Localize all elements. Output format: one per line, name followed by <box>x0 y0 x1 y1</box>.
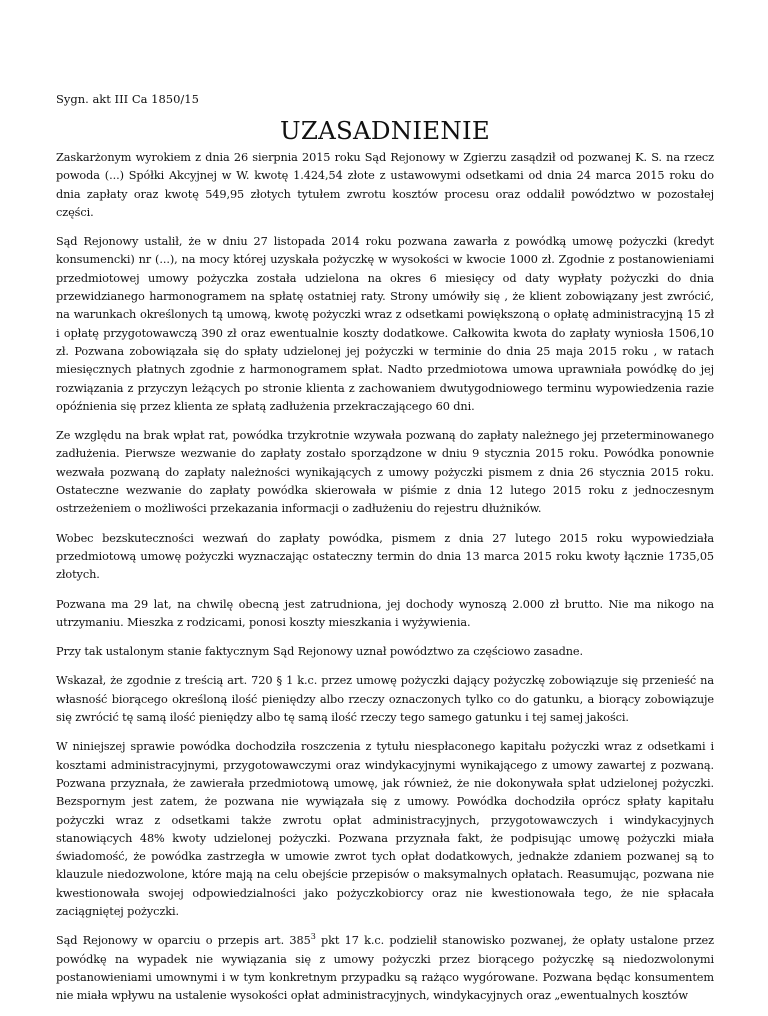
paragraph-termination: Wobec bezskuteczności wezwań do zapłaty powódka, pismem z dnia 27 lutego 2015 roku wypowiedziała przedmiotową umowę pożyczki wyznaczając ostateczny termin do dnia 13 marca 2015 roku kwoty łącznie 1735,05 złotych. <box>56 531 714 582</box>
paragraph-judgment: Zaskarżonym wyrokiem z dnia 26 sierpnia 2015 roku Sąd Rejonowy w Zgierzu zasądził od pozwanej K. S. na rzecz powoda (...) Spółki Akcyjnej w W. kwotę 1.424,54 złote z ustawowymi odsetkami od dnia 24 marca 2015 roku do dnia zapłaty oraz kwotę 549,95 złotych tytułem zwrotu kosztów procesu oraz oddalił powództwo w pozostałej części. <box>56 151 714 219</box>
paragraph-legal-basis: Wskazał, że zgodnie z treścią art. 720 § 1 k.c. przez umowę pożyczki dający pożyczkę zobowiązuje się przenieść na własność biorącego określoną ilość pieniędzy albo rzeczy oznaczonych tylko co do gatunku, a biorący zobowiązuje się zwrócić tę samą ilość pieniędzy albo tę samą ilość rzeczy tego samego gatunku i tej samej jakości. <box>56 674 714 725</box>
case-reference: Sygn. akt III Ca 1850/15 <box>56 92 199 106</box>
paragraph-abusive-clauses-start: Sąd Rejonowy w oparciu o przepis art. 385 <box>56 934 311 948</box>
paragraph-claim-analysis: W niniejszej sprawie powódka dochodziła roszczenia z tytułu niespłaconego kapitału pożyczki wraz z odsetkami i kosztami administracyjnymi, przygotowawczymi oraz windykacyjnymi wynikającego z umowy zawartej z pozwaną. Pozwana przyznała, że zawierała przedmiotową umowę, jak również, że nie dokonywała spłat udzielonej pożyczki. Bezspornym jest zatem, że pozwana nie wywiązała się z umowy. Powódka dochodziła oprócz spłaty kapitału pożyczki wraz z odsetkami także zwrotu opłat administracyjnych, przygotowawczych i windykacyjnych stanowiących 48% kwoty udzielonej pożyczki. Pozwana przyznała fakt, że podpisując umowę pożyczki miała świadomość, że powódka zastrzegła w umowie zwrot tych opłat dodatkowych, jednakże zdaniem pozwanej są to klauzule niedozwolone, które mają na celu obejście przepisów o maksymalnych opłatach. Reasumując, pozwana nie kwestionowała swojej odpowiedzialności jako pożyczkobiorcy oraz nie kwestionowała tego, że nie spłacała zaciągniętej pożyczki. <box>56 740 714 918</box>
document-body <box>56 149 714 1016</box>
paragraph-facts-loan-agreement: Sąd Rejonowy ustalił, że w dniu 27 listopada 2014 roku pozwana zawarła z powódką umowę pożyczki (kredyt konsumencki) nr (...), na mocy której uzyskała pożyczkę w wysokości w kwocie 1000 zł. Zgodnie z postanowieniami przedmiotowej umowy pożyczka została udzielona na okres 6 miesięcy od daty wypłaty pożyczki do dnia przewidzianego harmonogramem na spłatę ostatniej raty. Strony umówiły się , że klient zobowiązany jest zwrócić, na warunkach określonych tą umową, kwotę pożyczki wraz z odsetkami powiększoną o opłatę administracyjną 15 zł i opłatę przygotowawczą 390 zł oraz ewentualnie koszty dodatkowe. Całkowita kwota do zapłaty wyniosła 1506,10 zł. Pozwana zobowiązała się do spłaty udzielonej jej pożyczki w terminie do dnia 25 maja 2015 roku , w ratach miesięcznych płatnych zgodnie z harmonogramem spłat. Nadto przedmiotowa umowa uprawniała powódkę do jej rozwiązania z przyczyn leżących po stronie klienta z zachowaniem dwutygodniowego terminu wypowiedzenia razie opóźnienia się przez klienta ze spłatą zadłużenia przekraczającego 60 dni. <box>56 235 714 413</box>
paragraph-court-assessment: Przy tak ustalonym stanie faktycznym Sąd Rejonowy uznał powództwo za częściowo zasadne. <box>56 645 583 659</box>
paragraph-payment-demands: Ze względu na brak wpłat rat, powódka trzykrotnie wzywała pozwaną do zapłaty należnego jej przeterminowanego zadłużenia. Pierwsze wezwanie do zapłaty zostało sporządzone w dniu 9 stycznia 2015 roku. Powódka ponownie wezwała pozwaną do zapłaty należności wynikających z umowy pożyczki pismem z dnia 26 stycznia 2015 roku. Ostateczne wezwanie do zapłaty powódka skierowała w piśmie z dnia 12 lutego 2015 roku z jednoczesnym ostrzeżeniem o możliwości przekazania informacji o zadłużeniu do rejestru dłużników. <box>56 429 714 516</box>
document-title: UZASADNIENIE <box>280 116 490 145</box>
paragraph-defendant-situation: Pozwana ma 29 lat, na chwilę obecną jest zatrudniona, jej dochody wynoszą 2.000 zł brutto. Nie ma nikogo na utrzymaniu. Mieszka z rodzicami, ponosi koszty mieszkania i wyżywienia. <box>56 597 714 629</box>
paragraph-abusive-clauses <box>56 932 714 1005</box>
paragraph-abusive-clauses-rest: pkt 17 k.c. podzielił stanowisko pozwanej, że opłaty ustalone przez powódkę na wypadek nie wywiązania się z umowy pożyczki przez biorącego pożyczkę są niedozwolonymi postanowieniami umownymi i w tym konkretnym przypadku są rażąco wygórowane. Pozwana będąc konsumentem nie miała wpływu na ustalenie wysokości opłat administracyjnych, windykacyjnych oraz „ewentualnych kosztów <box>56 934 714 1003</box>
article-superscript: 3 <box>310 932 316 942</box>
